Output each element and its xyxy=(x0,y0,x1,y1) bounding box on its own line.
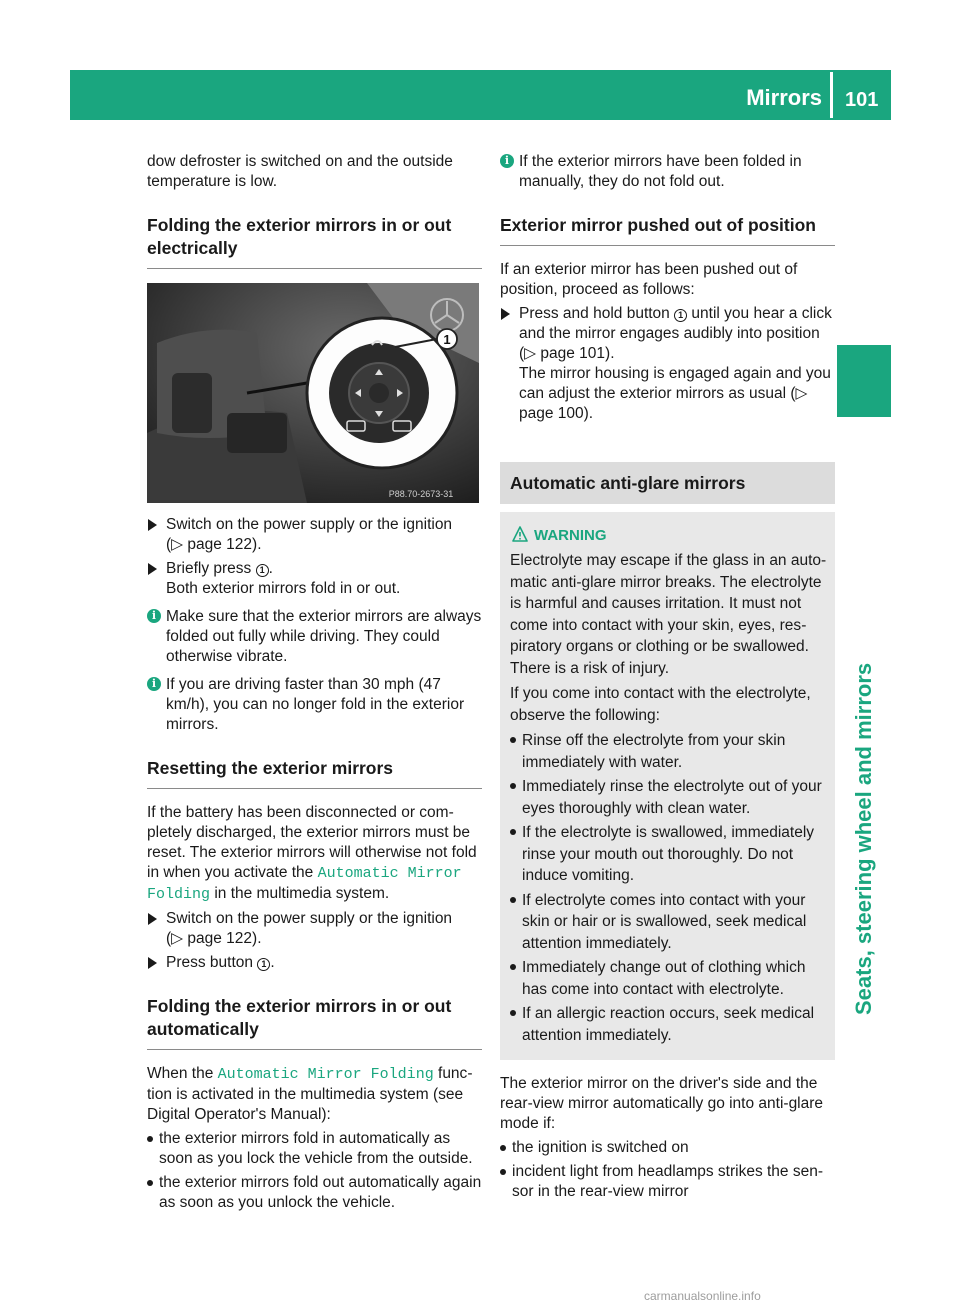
warning-list-item: Immediately rinse the electrolyte out of your eyes thoroughly with clean water. xyxy=(510,776,827,819)
info-icon: i xyxy=(147,677,161,691)
callout-1-icon: 1 xyxy=(256,564,269,577)
paragraph: When the Automatic Mirror Folding function is activated in the multimedia system (see Digital Operator's Manual): xyxy=(147,1065,473,1123)
warning-list-item: Rinse off the electrolyte from your skin immediately with water. xyxy=(510,730,827,773)
list-item: the ignition is switched on xyxy=(500,1138,835,1158)
section-heading: Exterior mirror pushed out of position xyxy=(500,214,835,246)
warning-list-item: If electrolyte comes into contact with your skin or hair or is swallowed, seek medical attention immediately. xyxy=(510,890,827,955)
instruction-step: Press button 1 . xyxy=(147,953,482,973)
warning-box xyxy=(500,512,835,1060)
info-note: i If you are driving faster than 30 mph (47 km/h), you can no longer fold in the exterior mirrors. xyxy=(147,675,482,735)
list-item: the exterior mirrors fold out automatically again as soon as you unlock the vehicle. xyxy=(147,1173,482,1213)
warning-list-item: If an allergic reaction occurs, seek medical attention immediately. xyxy=(510,1003,827,1046)
arrow-icon xyxy=(148,519,157,531)
arrow-icon xyxy=(148,563,157,575)
instruction-step: Switch on the power supply or the ignition (▷ page 122). xyxy=(147,909,482,949)
list-item: incident light from headlamps strikes the sensor in the rear-view mirror xyxy=(500,1162,835,1202)
section-heading-bar: Automatic anti-glare mirrors xyxy=(500,462,835,504)
arrow-icon xyxy=(148,913,157,925)
callout-1-icon: 1 xyxy=(257,958,270,971)
info-icon: i xyxy=(147,609,161,623)
chapter-tab xyxy=(837,345,891,417)
section-heading: Folding the exterior mirrors in or out automatically xyxy=(147,995,482,1050)
info-note: i Make sure that the exterior mirrors are always folded out fully while driving. They could otherwise vibrate. xyxy=(147,607,482,667)
warning-text: If you come into contact with the electrolyte, observe the following: xyxy=(510,685,811,724)
intro-text: dow defroster is switched on and the outside temperature is low. xyxy=(147,153,453,190)
right-column xyxy=(500,152,835,1202)
info-note: i If the exterior mirrors have been folded in manually, they do not fold out. xyxy=(500,152,835,192)
callout-1-icon: 1 xyxy=(674,309,687,322)
chapter-label: Seats, steering wheel and mirrors xyxy=(851,662,876,1015)
page-title: Mirrors xyxy=(746,85,822,110)
warning-icon xyxy=(512,526,528,542)
paragraph: The exterior mirror on the driver's side and the rear-view mirror automatically go into anti-glare mode if: xyxy=(500,1075,824,1132)
instruction-step: Switch on the power supply or the ignition (▷ page 122). xyxy=(147,515,482,555)
arrow-icon xyxy=(148,957,157,969)
warning-text: Electrolyte may escape if the glass in an automatic anti-glare mirror breaks. The electrolyte is harmful and causes irritation. It must not come into contact with your skin, eyes, respiratory organs or clothing or be swallowed. There is a risk of injury. xyxy=(510,552,827,677)
instruction-step: Press and hold button 1 until you hear a click and the mirror engages audibly into position (▷ page 101). The mirror housing is engaged again and you can adjust the exterior mirrors as usual (▷ page 100). xyxy=(500,304,835,424)
arrow-icon xyxy=(501,308,510,320)
paragraph: If an exterior mirror has been pushed out of position, proceed as follows: xyxy=(500,261,798,298)
page-number: 101 xyxy=(845,89,879,111)
warning-title: WARNING xyxy=(510,526,827,546)
section-heading: Resetting the exterior mirrors xyxy=(147,757,482,789)
warning-list-item: Immediately change out of clothing which has come into contact with electrolyte. xyxy=(510,957,827,1000)
paragraph: If the battery has been disconnected or completely discharged, the exterior mirrors must be reset. The exterior mirrors will otherwise not fold in when you activate the Automatic Mirror Folding in the multimedia system. xyxy=(147,804,477,903)
watermark: carmanualsonline.info xyxy=(644,1289,761,1303)
warning-list-item: If the electrolyte is swallowed, immediately rinse your mouth out thoroughly. Do not induce vomiting. xyxy=(510,822,827,887)
info-icon: i xyxy=(500,154,514,168)
photo-callout: 1 xyxy=(443,332,451,347)
header-divider xyxy=(830,72,833,118)
mirror-control-photo xyxy=(147,283,479,503)
left-column xyxy=(147,152,482,1213)
section-heading: Folding the exterior mirrors in or out electrically xyxy=(147,214,482,269)
photo-label: P88.70-2673-31 xyxy=(388,489,454,499)
list-item: the exterior mirrors fold in automatically as soon as you lock the vehicle from the outside. xyxy=(147,1129,482,1169)
instruction-step: Briefly press 1 . Both exterior mirrors fold in or out. xyxy=(147,559,482,599)
